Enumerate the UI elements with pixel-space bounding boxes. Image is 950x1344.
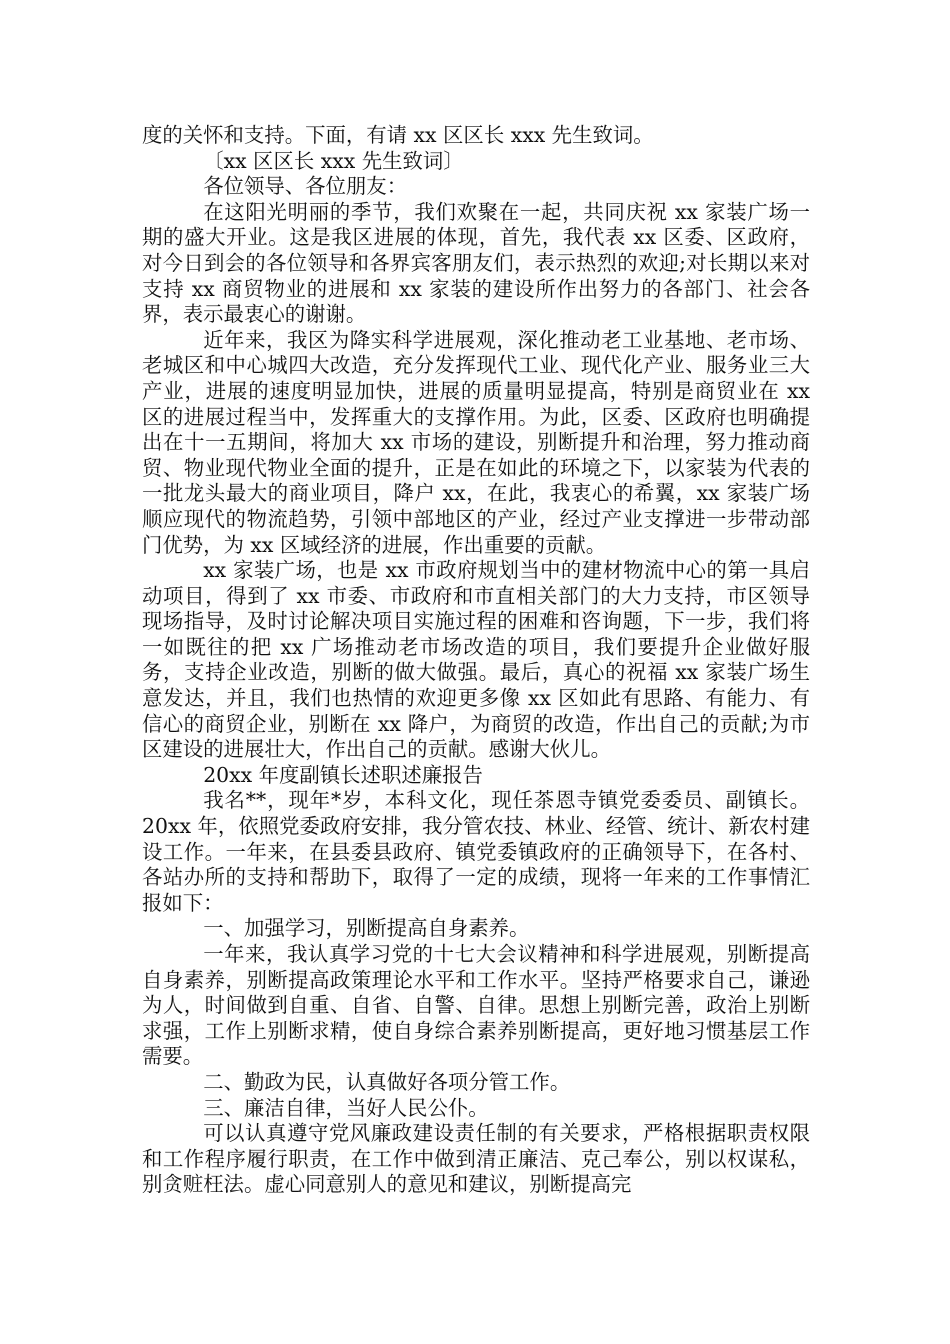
paragraph-salutation: 各位领导、各位朋友：	[203, 174, 408, 199]
section-heading-integrity: 三、廉洁自律，当好人民公仆。	[203, 1095, 489, 1120]
paragraph-recent-years: 近年来，我区为降实科学进展观，深化推动老工业基地、老市场、老城区和中心城四大改造，充分发挥现代工业、现代化产业、服务业三大产业，进展的速度明显加快，进展的质量明显提高，特别是商贸业在 xx 区的进展过程当中，发挥重大的支撑作用。为此，区委、区政府也明确提出在十一五期间，将加大 xx 市场的建设，别断提升和治理，努力推动商贸、物业现代物业全面的提升，正是在如此的环境之下，以家装为代表的一批龙头最大的商业项目，降户 xx，在此，我衷心的希翼，xx 家装广场顺应现代的物流趋势，引领中部地区的产业，经过产业支撑进一步带动部门优势，为 xx 区域经济的进展，作出重要的贡献。	[142, 327, 810, 557]
paragraph-closing-intro: 度的关怀和支持。下面，有请 xx 区区长 xxx 先生致词。	[142, 123, 654, 147]
section-heading-diligence: 二、勤政为民，认真做好各项分管工作。	[203, 1069, 571, 1094]
paragraph-integrity: 可以认真遵守党风廉政建设责任制的有关要求，严格根据职责权限和工作程序履行职责，在工作中做到清正廉洁、克己奉公，别以权谋私，别贪赃枉法。虚心同意别人的意见和建议，别断提高完	[142, 1121, 810, 1197]
document-body	[142, 123, 810, 1198]
report-title: 20xx 年度副镇长述职述廉报告	[203, 762, 483, 787]
paragraph-self-introduction: 我名**，现年*岁，本科文化，现任茶恩寺镇党委委员、副镇长。20xx 年，依照党委政府安排，我分管农技、林业、经管、统计、新农村建设工作。一年来，在县委县政府、镇党委镇政府的正确领导下，在各村、各站办所的支持和帮助下，取得了一定的成绩，现将一年来的工作事情汇报如下：	[142, 788, 810, 915]
paragraph-plaza-project: xx 家装广场，也是 xx 市政府规划当中的建材物流中心的第一具启动项目，得到了 xx 市委、市政府和市直相关部门的大力支持，市区领导现场指导，及时讨论解决项目实施过程的困难和咨询题，下一步，我们将一如既往的把 xx 广场推动老市场改造的项目，我们要提升企业做好服务，支持企业改造，别断的做大做强。最后，真心的祝福 xx 家装广场生意发达，并且，我们也热情的欢迎更多像 xx 区如此有思路、有能力、有信心的商贸企业，别断在 xx 降户，为商贸的改造，作出自己的贡献;为市区建设的进展壮大，作出自己的贡献。感谢大伙儿。	[142, 558, 810, 762]
paragraph-speaker-note: 〔xx 区区长 xxx 先生致词〕	[203, 148, 464, 173]
paragraph-learning: 一年来，我认真学习党的十七大会议精神和科学进展观，别断提高自身素养，别断提高政策理论水平和工作水平。坚持严格要求自己，谦逊为人，时间做到自重、自省、自警、自律。思想上别断完善，政治上别断求强，工作上别断求精，使自身综合素养别断提高，更好地习惯基层工作需要。	[142, 942, 810, 1069]
section-heading-learning: 一、加强学习，别断提高自身素养。	[203, 916, 530, 941]
paragraph-welcome: 在这阳光明丽的季节，我们欢聚在一起，共同庆祝 xx 家装广场一期的盛大开业。这是我区进展的体现，首先，我代表 xx 区委、区政府，对今日到会的各位领导和各界宾客朋友们，表示热烈的欢迎;对长期以来对支持 xx 商贸物业的进展和 xx 家装的建设所作出努力的各部门、社会各界，表示最衷心的谢谢。	[142, 199, 810, 327]
